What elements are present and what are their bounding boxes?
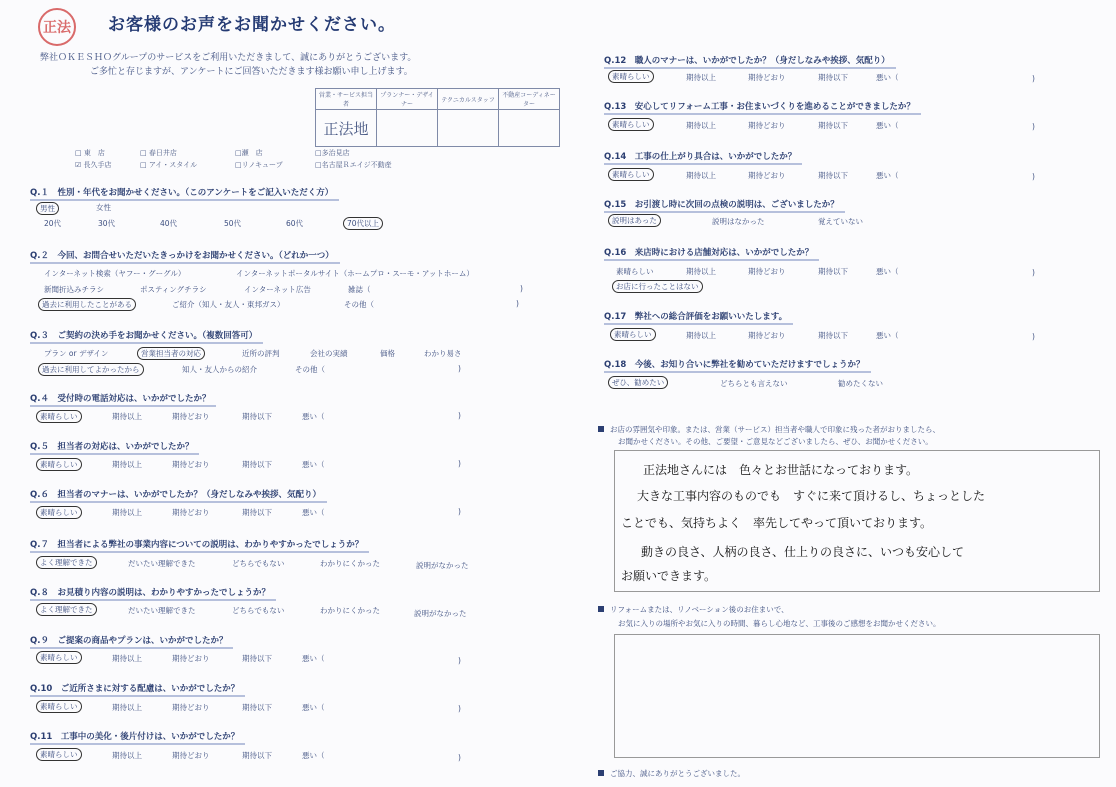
option[interactable]: 悪い（ <box>876 171 899 180</box>
question-underline <box>30 199 339 201</box>
option[interactable]: 期待どおり <box>172 460 210 469</box>
store-checkbox[interactable]: □ アイ・スタイル <box>140 161 198 169</box>
hanko-seal <box>38 8 76 46</box>
footer-text: ご協力、誠にありがとうございました。 <box>610 769 745 778</box>
staff-value <box>377 110 438 147</box>
staff-header: テクニカルスタッフ <box>438 89 499 110</box>
option[interactable]: 期待以上 <box>686 121 716 130</box>
option[interactable]: 期待以上 <box>686 73 716 82</box>
option[interactable]: 期待以下 <box>242 703 272 712</box>
option[interactable]: 知人・友人からの紹介 <box>182 365 257 374</box>
paren-close: ) <box>458 704 461 713</box>
option[interactable]: 悪い（ <box>302 508 325 517</box>
option-selected[interactable]: 営業担当者の対応 <box>137 347 205 360</box>
option[interactable]: わかりにくかった <box>320 559 380 568</box>
option[interactable]: 期待どおり <box>748 331 786 340</box>
option-selected[interactable]: 素晴らしい <box>610 328 656 341</box>
option[interactable]: 期待どおり <box>172 751 210 760</box>
option[interactable]: 期待以下 <box>818 121 848 130</box>
paren-close: ) <box>1032 172 1035 181</box>
question-3: Q.３ ご契約の決め手をお聞かせください。（複数回答可） <box>30 329 257 341</box>
option-selected[interactable]: よく理解できた <box>36 603 97 616</box>
option[interactable]: だいたい理解できた <box>128 559 196 568</box>
question-underline <box>604 163 802 165</box>
question-underline <box>604 67 896 69</box>
option[interactable]: 期待どおり <box>748 267 786 276</box>
option[interactable]: 悪い（ <box>876 121 899 130</box>
option[interactable]: わかりにくかった <box>320 606 380 615</box>
impression-answer-box[interactable] <box>614 450 1100 592</box>
question-13: Q.13 安心してリフォーム工事・お住まいづくりを進めることができましたか？ <box>604 100 915 112</box>
option[interactable]: 説明がなかった <box>416 561 469 570</box>
section-square-icon <box>598 426 604 432</box>
paren-close: ) <box>520 284 523 293</box>
impression-prompt-line-1: お店の雰囲気や印象。または、営業（サービス）担当者や職人で印象に残った者がおりましたら、 <box>610 425 940 434</box>
option[interactable]: 期待以下 <box>818 267 848 276</box>
question-underline <box>604 113 921 115</box>
option-male[interactable]: 男性 <box>36 202 59 215</box>
paren-close: ) <box>1032 268 1035 277</box>
question-11: Q.11 工事中の美化・後片付けは、いかがでしたか？ <box>30 730 239 742</box>
option[interactable]: 期待以下 <box>242 460 272 469</box>
handwritten-line: ことでも、気持ちよく 率先してやって頂いております。 <box>621 516 933 530</box>
question-15: Q.15 お引渡し時に次回の点検の説明は、ございましたか？ <box>604 198 839 210</box>
option[interactable]: 期待以下 <box>242 751 272 760</box>
paren-close: ) <box>1032 122 1035 131</box>
option[interactable]: 悪い（ <box>876 331 899 340</box>
option[interactable]: プラン or デザイン <box>44 349 109 358</box>
staff-header: 営業・サービス担当者 <box>316 89 377 110</box>
option-selected[interactable]: 過去に利用してよかったから <box>38 363 144 376</box>
staff-value <box>438 110 499 147</box>
question-underline <box>604 259 819 261</box>
question-underline <box>604 211 845 213</box>
option[interactable]: ご紹介（知人・友人・東邦ガス） <box>172 300 285 309</box>
option[interactable]: 期待どおり <box>748 171 786 180</box>
option[interactable]: 期待どおり <box>172 654 210 663</box>
footer <box>598 768 745 779</box>
question-10: Q.10 ご近所さまに対する配慮は、いかがでしたか？ <box>30 682 239 694</box>
option[interactable]: どちらでもない <box>232 606 285 615</box>
paren-close: ) <box>1032 332 1035 341</box>
staff-header: プランナー・デザイナー <box>377 89 438 110</box>
question-underline <box>30 342 263 344</box>
option[interactable]: 期待以下 <box>818 73 848 82</box>
paren-close: ) <box>458 364 461 373</box>
option[interactable]: 期待以下 <box>818 331 848 340</box>
option[interactable]: 価格 <box>380 349 395 358</box>
option[interactable]: 期待どおり <box>172 508 210 517</box>
section-square-icon <box>598 770 604 776</box>
question-6: Q.６ 担当者のマナーは、いかがでしたか？（身だしなみや挨拶、気配り） <box>30 488 321 500</box>
question-underline <box>604 371 871 373</box>
question-underline <box>30 405 216 407</box>
option-selected[interactable]: 素晴らしい <box>36 651 82 664</box>
option-age[interactable]: 50代 <box>224 219 242 228</box>
paren-close: ) <box>458 753 461 762</box>
store-checkbox[interactable]: □ 東 店 <box>75 149 105 157</box>
option-selected[interactable]: 素晴らしい <box>608 70 654 83</box>
option[interactable]: 悪い（ <box>876 73 899 82</box>
option[interactable]: 会社の実績 <box>310 349 348 358</box>
option-selected[interactable]: 素晴らしい <box>36 410 82 423</box>
option[interactable]: わかり易さ <box>424 349 462 358</box>
handwritten-line: お願いできます。 <box>621 569 717 583</box>
question-12: Q.12 職人のマナーは、いかがでしたか？（身だしなみや挨拶、気配り） <box>604 54 890 66</box>
store-checkbox[interactable]: □多治見店 <box>315 149 350 157</box>
impression-prompt-line-2: お聞かせください。その他、ご要望・ご意見などございましたら、ぜひ、お聞かせください。 <box>618 437 933 446</box>
question-17: Q.17 弊社への総合評価をお願いいたします。 <box>604 310 787 322</box>
option[interactable]: 期待以上 <box>686 267 716 276</box>
intro-line-1: 弊社ＯＫＥＳＨＯグループのサービスをご利用いただきまして、誠にありがとうございます。 <box>40 53 417 63</box>
option[interactable]: 素晴らしい <box>616 267 654 276</box>
option[interactable]: 期待以上 <box>112 508 142 517</box>
page-title: お客様のお声をお聞かせください。 <box>108 15 396 35</box>
question-underline <box>30 743 245 745</box>
option[interactable]: インターネット広告 <box>244 285 311 294</box>
option[interactable]: 期待以上 <box>686 171 716 180</box>
after-reform-prompt <box>598 604 789 615</box>
paren-close: ) <box>458 411 461 420</box>
seal-text: 正法 <box>43 20 71 36</box>
option[interactable]: 近所の評判 <box>242 349 280 358</box>
option-selected[interactable]: お店に行ったことはない <box>612 280 703 293</box>
question-underline <box>30 453 199 455</box>
handwritten-line: 動きの良さ、人柄の良さ、仕上りの良さに、いつも安心して <box>641 545 965 559</box>
option[interactable]: 期待以下 <box>242 412 272 421</box>
option[interactable]: 勧めたくない <box>838 379 883 388</box>
option[interactable]: 期待どおり <box>748 73 786 82</box>
question-underline <box>30 501 327 503</box>
staff-value: 正法地 <box>316 110 377 147</box>
question-7: Q.７ 担当者による弊社の事業内容についての説明は、わかりやすかったでしょうか？ <box>30 538 363 550</box>
option[interactable]: その他（ <box>344 300 374 309</box>
option[interactable]: 期待以下 <box>242 508 272 517</box>
paren-close: ) <box>516 299 519 308</box>
option[interactable]: 期待以下 <box>242 654 272 663</box>
store-checkbox[interactable]: □名古屋Ｒエイジ不動産 <box>315 161 392 169</box>
question-underline <box>30 647 233 649</box>
option[interactable]: 期待どおり <box>172 703 210 712</box>
handwritten-line: 正法地さんには 色々とお世話になっております。 <box>643 463 919 477</box>
option-selected[interactable]: 素晴らしい <box>36 506 82 519</box>
option[interactable]: 悪い（ <box>302 460 325 469</box>
option[interactable]: その他（ <box>295 365 325 374</box>
option[interactable]: 新聞折込みチラシ <box>44 285 104 294</box>
staff-table <box>315 88 560 147</box>
question-1: Q.１ 性別・年代をお聞かせください。（このアンケートをご記入いただく方） <box>30 186 333 198</box>
question-2: Q.２ 今回、お問合せいただいたきっかけをお聞かせください。（どれか一つ） <box>30 249 334 261</box>
option[interactable]: 期待どおり <box>172 412 210 421</box>
staff-header: 不動産コーディネーター <box>499 89 560 110</box>
option[interactable]: どちらでもない <box>232 559 285 568</box>
option-selected[interactable]: ぜひ、勧めたい <box>608 376 668 389</box>
question-18: Q.18 今後、お知り合いに弊社を勧めていただけますでしょうか？ <box>604 358 865 370</box>
paren-close: ) <box>458 459 461 468</box>
store-checkbox[interactable]: □リノキューブ <box>235 161 283 169</box>
handwritten-line: 大きな工事内容のものでも すぐに来て頂けるし、ちょっとした <box>637 489 986 503</box>
option[interactable]: 悪い（ <box>302 703 325 712</box>
option[interactable]: 期待以上 <box>112 460 142 469</box>
option-selected[interactable]: 素晴らしい <box>608 118 654 131</box>
question-5: Q.５ 担当者の対応は、いかがでしたか？ <box>30 440 193 452</box>
paren-close: ) <box>458 656 461 665</box>
option[interactable]: 期待以下 <box>818 171 848 180</box>
option-selected[interactable]: 素晴らしい <box>36 458 82 471</box>
after-reform-prompt-line-1: リフォームまたは、リノベーション後のお住まいで、 <box>610 605 789 614</box>
option[interactable]: 雑誌（ <box>348 285 371 294</box>
paren-close: ) <box>1032 74 1035 83</box>
section-square-icon <box>598 606 604 612</box>
option-selected[interactable]: 過去に利用したことがある <box>38 298 136 311</box>
store-checkbox[interactable]: □ 春日井店 <box>140 149 177 157</box>
question-underline <box>30 262 340 264</box>
option[interactable]: 説明はなかった <box>712 217 765 226</box>
option[interactable]: 説明がなかった <box>414 609 467 618</box>
impression-prompt <box>598 424 940 435</box>
option-age[interactable]: 30代 <box>98 219 116 228</box>
option[interactable]: 覚えていない <box>818 217 863 226</box>
question-underline <box>604 323 793 325</box>
question-9: Q.９ ご提案の商品やプランは、いかがでしたか？ <box>30 634 227 646</box>
question-underline <box>30 599 276 601</box>
staff-value <box>499 110 560 147</box>
option[interactable]: インターネット検索（ヤフー・グーグル） <box>44 269 186 278</box>
option[interactable]: 期待どおり <box>748 121 786 130</box>
after-reform-answer-box[interactable] <box>614 634 1100 758</box>
option[interactable]: 悪い（ <box>302 412 325 421</box>
store-checkbox[interactable]: ☑ 長久手店 <box>75 161 112 169</box>
after-reform-prompt-line-2: お気に入りの場所やお気に入りの時間、暮らし心地など、工事後のご感想をお聞かせください。 <box>618 619 941 628</box>
store-checkbox[interactable]: □瀬 店 <box>235 149 263 157</box>
option[interactable]: 期待以上 <box>112 412 142 421</box>
question-8: Q.８ お見積り内容の説明は、わかりやすかったでしょうか？ <box>30 586 270 598</box>
option-selected[interactable]: 素晴らしい <box>608 168 654 181</box>
option[interactable]: 悪い（ <box>302 654 325 663</box>
question-14: Q.14 工事の仕上がり具合は、いかがでしたか？ <box>604 150 796 162</box>
option[interactable]: どちらとも言えない <box>720 379 788 388</box>
question-underline <box>30 551 369 553</box>
option-age[interactable]: 60代 <box>286 219 304 228</box>
option-age-selected[interactable]: 70代以上 <box>343 217 383 230</box>
option[interactable]: 期待以上 <box>112 751 142 760</box>
option-age[interactable]: 20代 <box>44 219 62 228</box>
option-selected[interactable]: 説明はあった <box>608 214 661 227</box>
option-selected[interactable]: よく理解できた <box>36 556 97 569</box>
option[interactable]: 期待以上 <box>112 703 142 712</box>
question-underline <box>30 695 245 697</box>
option[interactable]: 期待以上 <box>686 331 716 340</box>
intro-line-2: ご多忙と存じますが、アンケートにご回答いただきます様お願い申し上げます。 <box>90 67 413 77</box>
option-age[interactable]: 40代 <box>160 219 178 228</box>
option-selected[interactable]: 素晴らしい <box>36 700 82 713</box>
option[interactable]: 悪い（ <box>876 267 899 276</box>
question-4: Q.４ 受付時の電話対応は、いかがでしたか？ <box>30 392 210 404</box>
option[interactable]: ポスティングチラシ <box>140 285 207 294</box>
option-female[interactable]: 女性 <box>96 203 111 212</box>
option[interactable]: 期待以上 <box>112 654 142 663</box>
option[interactable]: 悪い（ <box>302 751 325 760</box>
option[interactable]: だいたい理解できた <box>128 606 196 615</box>
question-16: Q.16 来店時における店舗対応は、いかがでしたか？ <box>604 246 813 258</box>
option[interactable]: インターネットポータルサイト（ホームプロ・スーモ・アットホーム） <box>236 269 474 278</box>
paren-close: ) <box>458 507 461 516</box>
option-selected[interactable]: 素晴らしい <box>36 748 82 761</box>
